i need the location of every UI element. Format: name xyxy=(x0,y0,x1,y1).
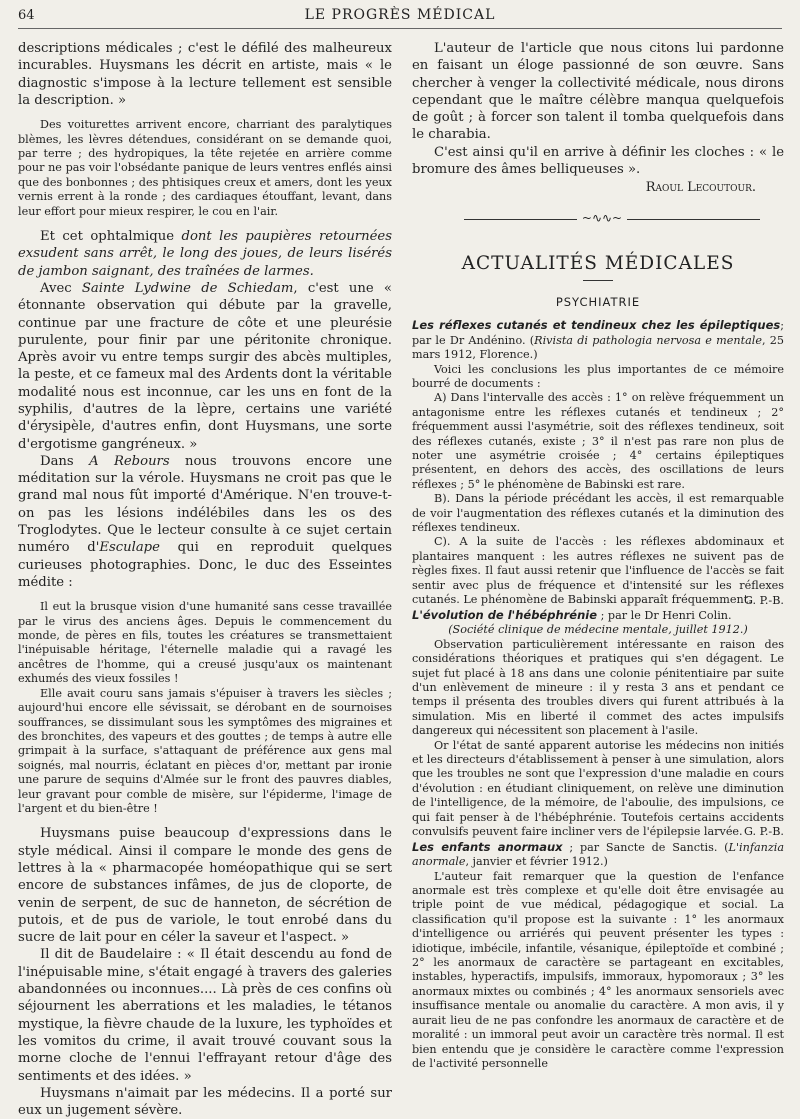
article-signature: G. P.-B. xyxy=(743,593,784,607)
left-column xyxy=(18,40,392,1119)
text-run: Avec xyxy=(40,280,82,296)
journal-title: LE PROGRÈS MÉDICAL xyxy=(304,7,496,23)
article-byline: ; par le Dr Henri Colin. xyxy=(597,608,732,622)
article-source: L'infanzia anormale xyxy=(412,840,784,869)
paragraph: B). Dans la période précédant les accès, il est remarquable de voir l'augmentation des réflexes cutanés et la diminution des réflexes tendineux. xyxy=(412,492,784,535)
paragraph xyxy=(18,228,392,280)
author-signature: Raoul Lecoutour. xyxy=(645,180,756,196)
quotation: Des voiturettes arrivent encore, charriant des paralytiques blèmes, les lèvres détendues, considérant on se demande quoi, par terre ; des hydropiques, la tête rejetée en arrière comme pour ne pas voir l'obsédante panique de leurs ventres enflés ainsi que des bonbonnes ; des phtisiques creux et amers, dont les yeux vernis errent à la ronde ; des cardiaques étouffant, levant, dans leur effort pour mieux respirer, le cou en l'air. xyxy=(18,118,392,218)
article-byline: ; par Sancte de Sanctis. ( xyxy=(562,840,729,854)
text-run: Dans xyxy=(40,453,90,469)
paragraph: C'est ainsi qu'il en arrive à définir les cloches : « le bromure des âmes belliqueuses ». xyxy=(412,144,784,178)
article-source xyxy=(412,623,784,637)
subsection-title: PSYCHIATRIE xyxy=(555,295,641,310)
paragraph: L'auteur fait remarquer que la question de l'enfance anormale est très complexe et qu'elle doit être envisagée au triple point de vue médical, pédagogique et social. La classification qu'il propose est la suivante : 1° les anormaux d'intelligence ou arriérés qui peuvent présenter les types : idiotique, imbécile, infantile, vésanique, épileptoïde et combiné ; 2° les anormaux de caractère se partageant en excitables, instables, hyperactifs, impulsifs, immoraux, hypomoraux ; 3° les anormaux mixtes ou combinés ; 4° les anormaux sensoriels avec insuffisance mentale ou anomalie du caractère. A mon avis, il y aurait lieu de ne pas confondre les anormaux de caractère et de moralité : un immoral peut avoir un caractère très normal. Il est bien entendu que je considère le caractère comme l'expression de l'activité personnelle xyxy=(412,869,784,1070)
article-title: Les enfants anormaux xyxy=(412,839,563,854)
quotation: Il eut la brusque vision d'une humanité sans cesse travaillée par le virus des anciens âges. Depuis le commencement du monde, de pères en fils, toutes les créatures se transmettaient l'inépuisable héritage, l'éternelle maladie qui a ravagé les ancêtres de l'homme, qui a creusé jusqu'aux os maintenant exhumés des vieux fossiles ! xyxy=(18,600,392,686)
article-signature: G. P.-B. xyxy=(743,825,784,839)
paragraph: Observation particulièrement intéressante en raison des considérations théoriques et pratiques qui s'en dégagent. Le sujet fut placé à 18 ans dans une colonie pénitentiaire par suite d'un enlèvement de mineure : il y resta 3 ans et pendant ce temps il présenta des troubles divers qui furent attribués à la simulation. Mis en liberté il commet des actes impulsifs dangereux qui nécessitent son placement à l'asile. xyxy=(412,637,784,738)
paragraph: descriptions médicales ; c'est le défilé des malheureux incurables. Huysmans les décrit en artiste, mais « le diagnostic s'impose à la lecture tellement est sensible la description. » xyxy=(18,41,392,108)
book-title: Sainte Lydwine de Schiedam xyxy=(81,280,294,296)
ornament-icon: ~∿∿~ xyxy=(577,211,627,225)
text-run: Et cet ophtalmique xyxy=(40,229,182,245)
right-column xyxy=(412,40,784,1071)
paragraph: C). A la suite de l'accès : les réflexes abdominaux et plantaires manquent : les autres réflexes ne suivent pas de règles fixes. Il faut aussi retenir que l'influence de l'accès se fait sentir avec plus de fréquence et d'intensité sur les réflexes cutanés. Le phénomène de Babinski apparaît fréquemment. xyxy=(412,535,784,607)
divider xyxy=(583,280,613,281)
article-heading xyxy=(412,608,784,623)
article-byline: ; par le Dr Andénino. ( xyxy=(412,319,784,347)
paragraph: Huysmans puise beaucoup d'expressions dans le style médical. Ainsi il compare le monde des gens de lettres à la « pharmacopée homéopathique qui se sert encore de substances infâmes, de jus de cloporte, de venin de serpent, de suc de hanneton, de sécrétion de putois, et de pus de variole, le tout enrobé dans du sucre de lait pour en céler la saveur et l'aspect. » xyxy=(18,826,392,946)
paragraph: Il dit de Baudelaire : « Il était descendu au fond de l'inépuisable mine, s'était engagé à travers des galeries abandonnées ou inconnues.... Là près de ces confins où séjournent les aberrations et les maladies, le tétanos mystique, la fièvre chaude de la luxure, les typhoïdes et les vomitos du crime, il avait trouvé couvant sous la morne cloche de l'ennui l'effrayant retour d'âge des sentiments et des idées. » xyxy=(18,947,392,1084)
article-source: Rivista di pathologia nervosa e mentale xyxy=(534,333,762,347)
journal-name: Esculape xyxy=(99,540,160,556)
paragraph: A) Dans l'intervalle des accès : 1° on relève fréquemment un antagonisme entre les réflexes cutanés et tendineux ; 2° fréquemment aussi l'asymétrie, soit des réflexes tendineux, soit des réflexes cutanés, existe ; 3° il n'est pas rare non plus de noter une asymétrie croisée ; 4° certains épileptiques présentent, en dehors des accès, des oscillations de leurs réflexes ; 5° le phénomène de Babinski est rare. xyxy=(412,391,784,491)
paragraph: L'auteur de l'article que nous citons lui pardonne en faisant un éloge passionné de son œuvre. Sans chercher à venger la collectivité médicale, nous dirons cependant que le maître célèbre manqua quelquefois de goût ; à forcer son talent il tomba quelquefois dans le charabia. xyxy=(412,41,784,143)
ornamental-divider xyxy=(412,211,784,229)
article-title: Les réflexes cutanés et tendineux chez les épileptiques xyxy=(412,318,781,333)
paragraph xyxy=(18,453,392,591)
page-number: 64 xyxy=(18,8,35,23)
book-title: A Rebours xyxy=(89,453,170,469)
paragraph: Or l'état de santé apparent autorise les médecins non initiés et les directeurs d'établissement à penser à une simulation, alors que les troubles ne sont que l'expression d'une maladie en cours d'évolution : en étudiant cliniquement, on relève une diminution de l'intelligence, de la mémoire, de l'aboulie, des impulsions, ce qui fait penser à de l'hébéphrénie. Toutefois certains accidents convulsifs peuvent faire incliner vers de l'épilepsie larvée. xyxy=(412,738,784,838)
article-heading xyxy=(412,840,784,870)
paragraph: Huysmans n'aimait par les médecins. Il a porté sur eux un jugement sévère. xyxy=(18,1085,392,1119)
article-date: , janvier et février 1912.) xyxy=(465,855,608,869)
section-title: ACTUALITÉS MÉDICALES xyxy=(461,253,735,275)
article-heading xyxy=(412,318,784,362)
text-run: qui en reproduit quelques curieuses photographies. Donc, le duc des Esseintes médite : xyxy=(18,540,392,590)
text-run: nous trouvons encore une méditation sur la vérole. Huysmans ne croit pas que le grand mal nous fût importé d'Amérique. N'en trouve-t-on pas les lésions indélébiles dans les os des Troglodytes. Que le lecteur consulte à ce sujet certain numéro d' xyxy=(18,453,392,556)
article-title: L'évolution de l'hébéphrénie xyxy=(412,607,598,622)
paragraph: Voici les conclusions les plus importantes de ce mémoire bourré de documents : xyxy=(412,362,784,390)
quotation: Elle avait couru sans jamais s'épuiser à travers les siècles ; aujourd'hui encore elle sévissait, se dérobant en de sournoises souffrances, se dissimulant sous les symptômes des migraines et des bronchites, des vapeurs et des gouttes ; de temps à autre elle grimpait à la surface, s'attaquant de préférence aux gens mal soignés, mal nourris, éclatant en pièces d'or, mettant par ironie une parure de sequins d'Almée sur le front des pauvres diables, leur gravant pour comble de misère, sur l'épiderme, l'image de l'argent et du bien-être ! xyxy=(18,686,392,815)
article-date: , 25 mars 1912, Florence.) xyxy=(412,333,784,362)
italic-quote: dont les paupières retournées exsudent sans arrêt, le long des joues, de leurs lisérés de jambon saignant, des traînées de larmes. xyxy=(18,229,392,279)
text-run: , c'est une « étonnante observation qui débute par la gravelle, continue par une fracture de côte et une pleurésie purulente, pour finir par une péritonite chronique. Après avoir vu entre temps surgir des abcès multiples, la peste, et ce fameux mal des Ardents dont la véritable modalité nous est inconnue, car les uns en font de la syphilis, d'autres de la lèpre, certains une variété d'érysipèle, d'autres enfin, dont Huysmans, une sorte d'ergotisme gangréneux. » xyxy=(18,280,392,452)
running-header xyxy=(18,6,782,29)
article-source-text: (Société clinique de médecine mentale, juillet 1912.) xyxy=(448,623,748,637)
paragraph xyxy=(18,280,392,453)
